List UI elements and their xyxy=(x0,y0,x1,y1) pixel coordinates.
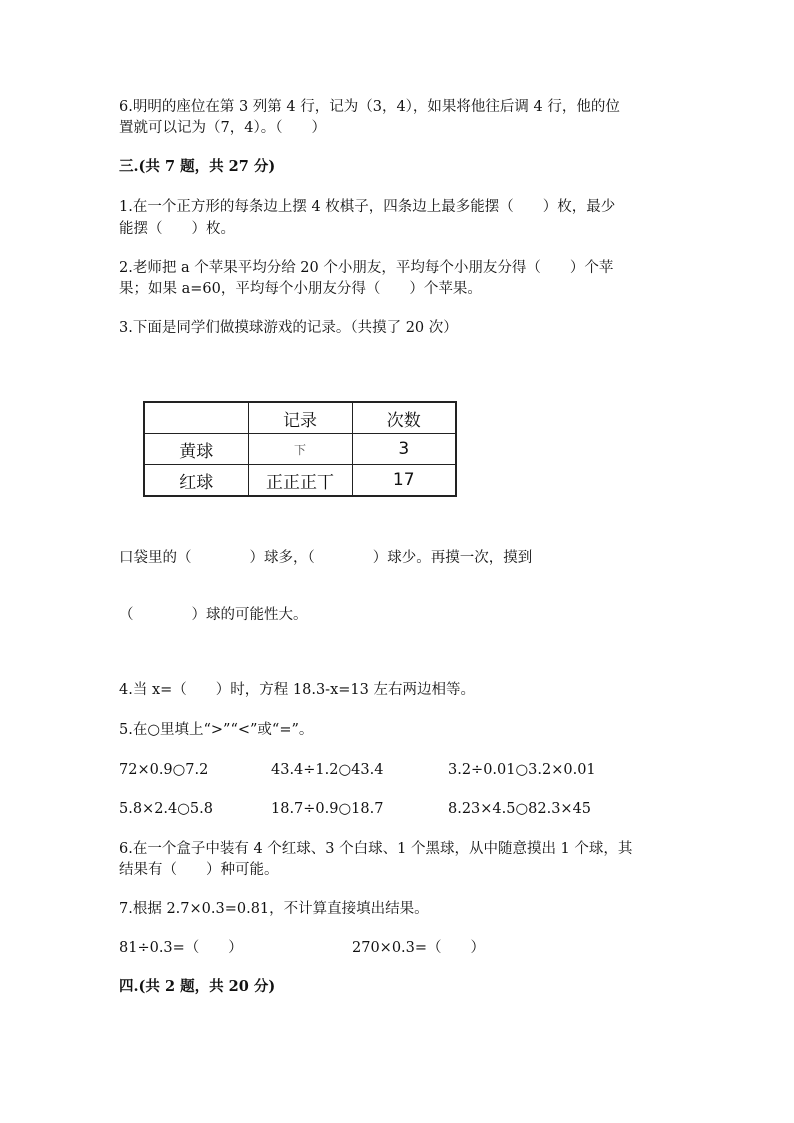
table-cell-tally: 下 xyxy=(248,434,352,465)
section3-heading: 三.(共 7 题，共 27 分) xyxy=(119,158,276,175)
q7-prompt: 7.根据 2.7×0.3=0.81，不计算直接填出结果。 xyxy=(119,901,429,917)
table-header-cell: 次数 xyxy=(352,402,456,434)
section4-heading: 四.(共 2 题，共 20 分) xyxy=(119,978,276,995)
table-cell-ball: 黄球 xyxy=(144,434,248,465)
table-cell-count: 3 xyxy=(352,434,456,465)
q5-expr: 3.2÷0.01○3.2×0.01 xyxy=(448,762,596,778)
table-cell-tally: 正正正丅 xyxy=(248,465,352,497)
q6-line2: 结果有（ ）种可能。 xyxy=(119,862,279,878)
table-header-row xyxy=(144,402,456,434)
table-cell-count: 17 xyxy=(352,465,456,497)
q3-line1: 口袋里的（ ）球多，（ ）球少。再摸一次，摸到 xyxy=(119,550,533,566)
q4-line: 4.当 x=（ ）时，方程 18.3-x=13 左右两边相等。 xyxy=(119,682,475,698)
q5-expr: 43.4÷1.2○43.4 xyxy=(271,762,384,778)
table-header-cell: 记录 xyxy=(248,402,352,434)
q3-line2: （ ）球的可能性大。 xyxy=(119,607,308,623)
q6-prev-line2: 置就可以记为（7，4）。（ ） xyxy=(119,120,326,136)
q1-line1: 1.在一个正方形的每条边上摆 4 枚棋子，四条边上最多能摆（ ）枚，最少 xyxy=(119,199,616,215)
q7-expr: 270×0.3=（ ） xyxy=(352,940,486,956)
q6-line1: 6.在一个盒子中装有 4 个红球、3 个白球、1 个黑球，从中随意摸出 1 个球，其 xyxy=(119,841,633,857)
q6-prev-line1: 6.明明的座位在第 3 列第 4 行，记为（3，4），如果将他往后调 4 行，他的位 xyxy=(119,99,620,115)
table-cell-ball: 红球 xyxy=(144,465,248,497)
q5-expr: 72×0.9○7.2 xyxy=(119,762,209,778)
q2-line2: 果；如果 a=60，平均每个小朋友分得（ ）个苹果。 xyxy=(119,281,482,297)
q5-expr: 18.7÷0.9○18.7 xyxy=(271,801,384,817)
table-row xyxy=(144,465,456,497)
q5-expr: 8.23×4.5○82.3×45 xyxy=(448,801,592,817)
q7-expr: 81÷0.3=（ ） xyxy=(119,940,243,956)
table-row xyxy=(144,434,456,465)
q2-line1: 2.老师把 a 个苹果平均分给 20 个小朋友，平均每个小朋友分得（ ）个苹 xyxy=(119,260,614,276)
q1-line2: 能摆（ ）枚。 xyxy=(119,221,235,237)
q5-prompt: 5.在○里填上“>”“<”或“=”。 xyxy=(119,722,314,738)
q5-expr: 5.8×2.4○5.8 xyxy=(119,801,213,817)
table-header-cell xyxy=(144,402,248,434)
q3-intro: 3.下面是同学们做摸球游戏的记录。（共摸了 20 次） xyxy=(119,320,458,336)
tally-table xyxy=(143,401,457,497)
